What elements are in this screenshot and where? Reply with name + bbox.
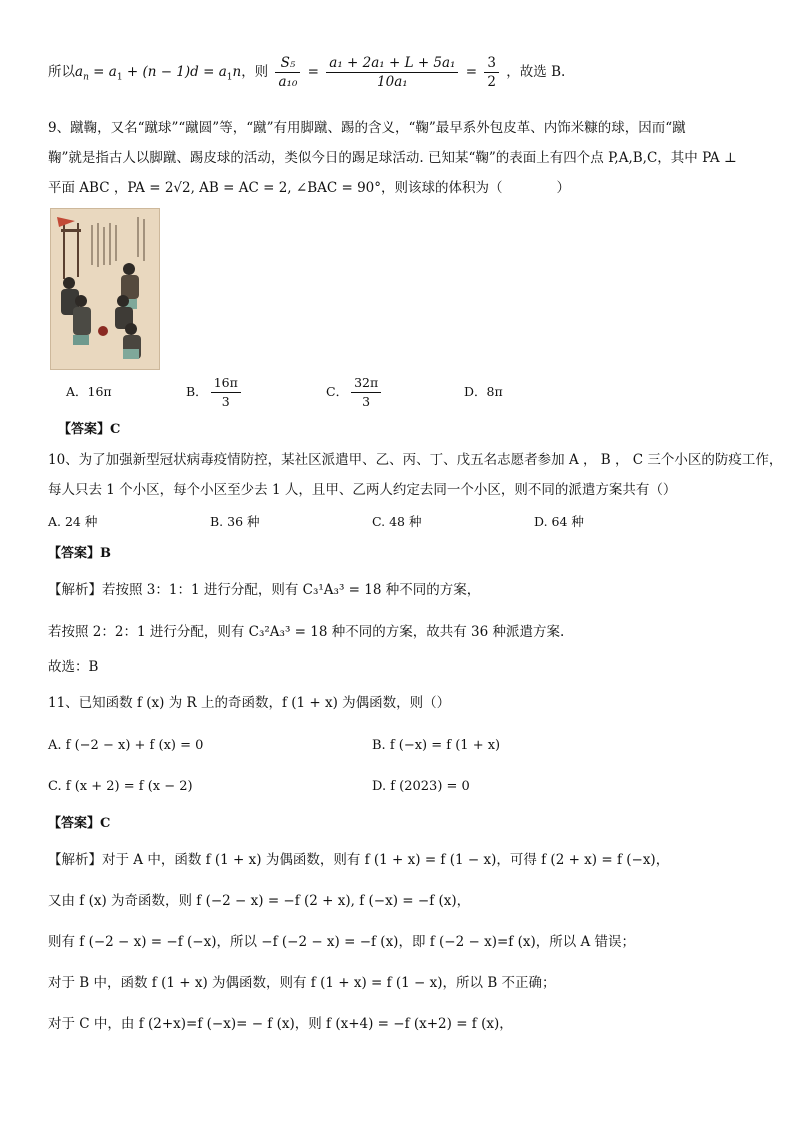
q11-explanation-2: 又由 f (x) 为奇函数，则 f (−2 − x) = −f (2 + x), f (−x) = −f (x)， bbox=[48, 893, 471, 909]
q10-explanation-3: 故选：B bbox=[48, 659, 99, 675]
q11-explanation-4: 对于 B 中，函数 f (1 + x) 为偶函数，则有 f (1 + x) = f (1 − x)，所以 B 不正确； bbox=[48, 975, 556, 991]
q10-option-a: A. 24 种 bbox=[48, 514, 98, 529]
question-9-line-1: 9、蹴鞠，又名“蹴球”“蹴圆”等，“蹴”有用脚蹴、踢的含义，“鞠”最早系外包皮革、内饰米糠的球，因而“蹴 bbox=[48, 120, 686, 136]
q10-option-b: B. 36 种 bbox=[210, 514, 260, 529]
fraction bbox=[484, 54, 499, 91]
fraction bbox=[326, 54, 458, 91]
numerator: 16π bbox=[211, 374, 241, 393]
denominator: 10a₁ bbox=[377, 74, 408, 90]
question-10-line-1: 10、为了加强新型冠状病毒疫情防控，某社区派遣甲、乙、丙、丁、戊五名志愿者参加 A ， B ， C 三个小区的防疫工作， bbox=[48, 452, 783, 468]
q11-option-d: D. f (2023) = 0 bbox=[372, 779, 470, 794]
q9-option-b bbox=[186, 374, 244, 411]
option-label: C． bbox=[326, 384, 349, 399]
q11-explanation-3: 则有 f (−2 − x) = −f (−x)，所以 −f (−2 − x) = −f (x)，即 f (−2 − x)=f (x)，所以 A 错误； bbox=[48, 934, 636, 950]
q10-option-d: D. 64 种 bbox=[534, 514, 584, 529]
q11-explanation-1: 【解析】对于 A 中，函数 f (1 + x) 为偶函数，则有 f (1 + x) = f (1 − x)，可得 f (2 + x) = f (−x)， bbox=[48, 852, 670, 868]
q9-option-c bbox=[326, 374, 384, 411]
numerator: 32π bbox=[351, 374, 381, 393]
text: ，故选 B. bbox=[506, 64, 566, 80]
q9-option-a: A．16π bbox=[66, 384, 112, 399]
fraction bbox=[211, 374, 241, 411]
math: + (n − 1)d = a bbox=[122, 64, 227, 80]
math: 1 bbox=[116, 72, 123, 83]
math: n bbox=[83, 72, 89, 83]
q11-option-b: B. f (−x) = f (1 + x) bbox=[372, 738, 501, 753]
q11-explanation-5: 对于 C 中，由 f (2+x)=f (−x)= − f (x)，则 f (x+4) = −f (x+2) = f (x)， bbox=[48, 1016, 513, 1032]
text: ，则 bbox=[241, 64, 273, 80]
math: a bbox=[75, 64, 84, 80]
denominator: a₁₀ bbox=[278, 74, 298, 90]
q9-option-d: D．8π bbox=[464, 384, 503, 399]
math: 1 bbox=[226, 72, 233, 83]
denominator: 2 bbox=[487, 74, 496, 90]
question-10-line-2: 每人只去 1 个小区，每个小区至少去 1 人，且甲、乙两人约定去同一个小区，则不同的派遣方案共有（） bbox=[48, 482, 677, 498]
q10-explanation-1: 【解析】若按照 3：1：1 进行分配，则有 C₃¹A₃³ = 18 种不同的方案， bbox=[48, 582, 481, 598]
denominator: 3 bbox=[362, 394, 371, 409]
denominator: 3 bbox=[221, 394, 230, 409]
math: n bbox=[232, 64, 242, 80]
numerator: 3 bbox=[484, 54, 499, 73]
q10-answer: 【答案】B bbox=[48, 546, 111, 561]
question-9-line-3: 平面 ABC ，PA = 2√2, AB = AC = 2, ∠BAC = 90°，则该球的体积为（ ） bbox=[48, 180, 571, 196]
q9-answer: 【答案】C bbox=[58, 422, 121, 437]
cuju-painting-image bbox=[50, 208, 160, 370]
q10-option-c: C. 48 种 bbox=[372, 514, 422, 529]
fraction bbox=[275, 54, 300, 91]
solution-line-8: 所以$a_n = a_1 + (n - 1)d = a_1n$，则 $\frac{\text{S₅}}{\text{a₁₀}}$ = $\frac{\text{a₁ + 2a₁ + L + 5a₁}}{\text{10a₁}}$ = $\frac{3}{2}$ ，故选 B. bbox=[48, 55, 566, 90]
option-label: B． bbox=[186, 384, 208, 399]
q10-explanation-2: 若按照 2：2：1 进行分配，则有 C₃²A₃³ = 18 种不同的方案，故共有 36 种派遣方案. bbox=[48, 624, 565, 640]
question-11-line-1: 11、已知函数 f (x) 为 R 上的奇函数，f (1 + x) 为偶函数，则（） bbox=[48, 695, 451, 711]
math: = a bbox=[88, 64, 117, 80]
numerator: a₁ + 2a₁ + L + 5a₁ bbox=[326, 54, 458, 73]
fraction bbox=[351, 374, 381, 411]
q11-answer: 【答案】C bbox=[48, 816, 111, 831]
numerator: S₅ bbox=[275, 54, 300, 73]
text: 所以 bbox=[48, 64, 75, 80]
q11-option-a: A. f (−2 − x) + f (x) = 0 bbox=[48, 738, 204, 753]
question-9-line-2: 鞠”就是指古人以脚蹴、踢皮球的活动，类似今日的踢足球活动. 已知某“鞠”的表面上有四个点 P,A,B,C，其中 PA ⊥ bbox=[48, 150, 737, 166]
q11-option-c: C. f (x + 2) = f (x − 2) bbox=[48, 779, 193, 794]
